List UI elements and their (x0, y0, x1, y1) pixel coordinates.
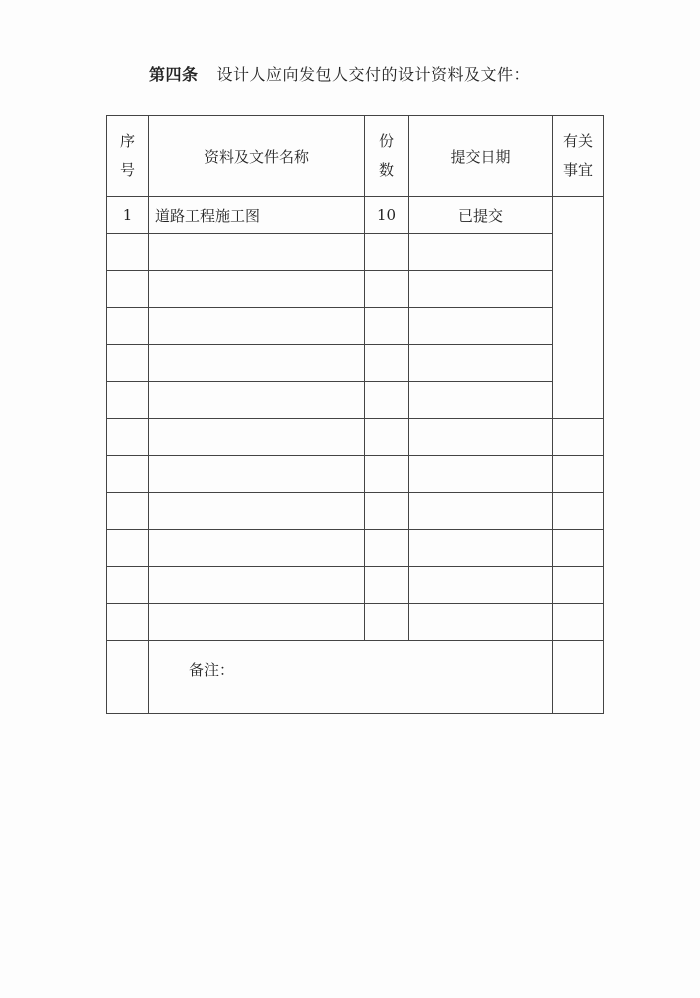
cell-date (409, 456, 553, 493)
cell-matters (553, 493, 604, 530)
table-row (107, 456, 604, 493)
cell-copies (365, 530, 409, 567)
cell-date (409, 530, 553, 567)
cell-seq (107, 308, 149, 345)
cell-seq (107, 530, 149, 567)
remarks-label: 备注： (189, 661, 235, 679)
table-row (107, 493, 604, 530)
cell-seq (107, 234, 149, 271)
table-row (107, 382, 604, 419)
header-matters: 有关 事宜 (553, 116, 604, 197)
cell-copies (365, 567, 409, 604)
cell-date (409, 382, 553, 419)
header-copies: 份 数 (365, 116, 409, 197)
heading-text: 设计人应向发包人交付的设计资料及文件： (216, 65, 531, 84)
cell-seq (107, 271, 149, 308)
cell-seq: 1 (107, 197, 149, 234)
cell-name (149, 308, 365, 345)
cell-date (409, 345, 553, 382)
cell-name: 道路工程施工图 (149, 197, 365, 234)
cell-date (409, 271, 553, 308)
cell-matters-merged (553, 197, 604, 419)
cell-seq (107, 382, 149, 419)
table-row (107, 530, 604, 567)
table-row (107, 308, 604, 345)
cell-name (149, 234, 365, 271)
cell-copies (365, 419, 409, 456)
cell-seq (107, 419, 149, 456)
section-heading (149, 62, 530, 85)
cell-seq (107, 604, 149, 641)
cell-copies (365, 234, 409, 271)
cell-name (149, 419, 365, 456)
header-date: 提交日期 (409, 116, 553, 197)
cell-date (409, 419, 553, 456)
cell-matters (553, 456, 604, 493)
cell-date (409, 567, 553, 604)
cell-name (149, 345, 365, 382)
cell-date: 已提交 (409, 197, 553, 234)
table-row (107, 234, 604, 271)
table-row (107, 567, 604, 604)
remarks-cell (149, 641, 553, 714)
cell-name (149, 604, 365, 641)
cell-copies (365, 382, 409, 419)
cell-name (149, 456, 365, 493)
cell-copies (365, 493, 409, 530)
cell-copies (365, 345, 409, 382)
cell-date (409, 308, 553, 345)
cell-matters (553, 530, 604, 567)
cell-name (149, 271, 365, 308)
article-number: 第四条 (149, 65, 199, 84)
cell-seq (107, 493, 149, 530)
remarks-row (107, 641, 604, 714)
cell-copies (365, 604, 409, 641)
remarks-matters-cell (553, 641, 604, 714)
cell-copies (365, 271, 409, 308)
table-row (107, 419, 604, 456)
cell-matters (553, 567, 604, 604)
cell-date (409, 604, 553, 641)
cell-date (409, 493, 553, 530)
table-header-row (107, 116, 604, 197)
header-seq: 序 号 (107, 116, 149, 197)
table-row (107, 197, 604, 234)
cell-copies (365, 308, 409, 345)
cell-name (149, 493, 365, 530)
remarks-seq-cell (107, 641, 149, 714)
cell-matters (553, 419, 604, 456)
cell-date (409, 234, 553, 271)
table-row (107, 604, 604, 641)
cell-name (149, 382, 365, 419)
cell-matters (553, 604, 604, 641)
cell-copies (365, 456, 409, 493)
deliverables-table (106, 115, 604, 714)
cell-name (149, 567, 365, 604)
cell-seq (107, 345, 149, 382)
header-name: 资料及文件名称 (149, 116, 365, 197)
cell-copies: 10 (365, 197, 409, 234)
cell-seq (107, 456, 149, 493)
table-row (107, 345, 604, 382)
table-row (107, 271, 604, 308)
cell-name (149, 530, 365, 567)
cell-seq (107, 567, 149, 604)
